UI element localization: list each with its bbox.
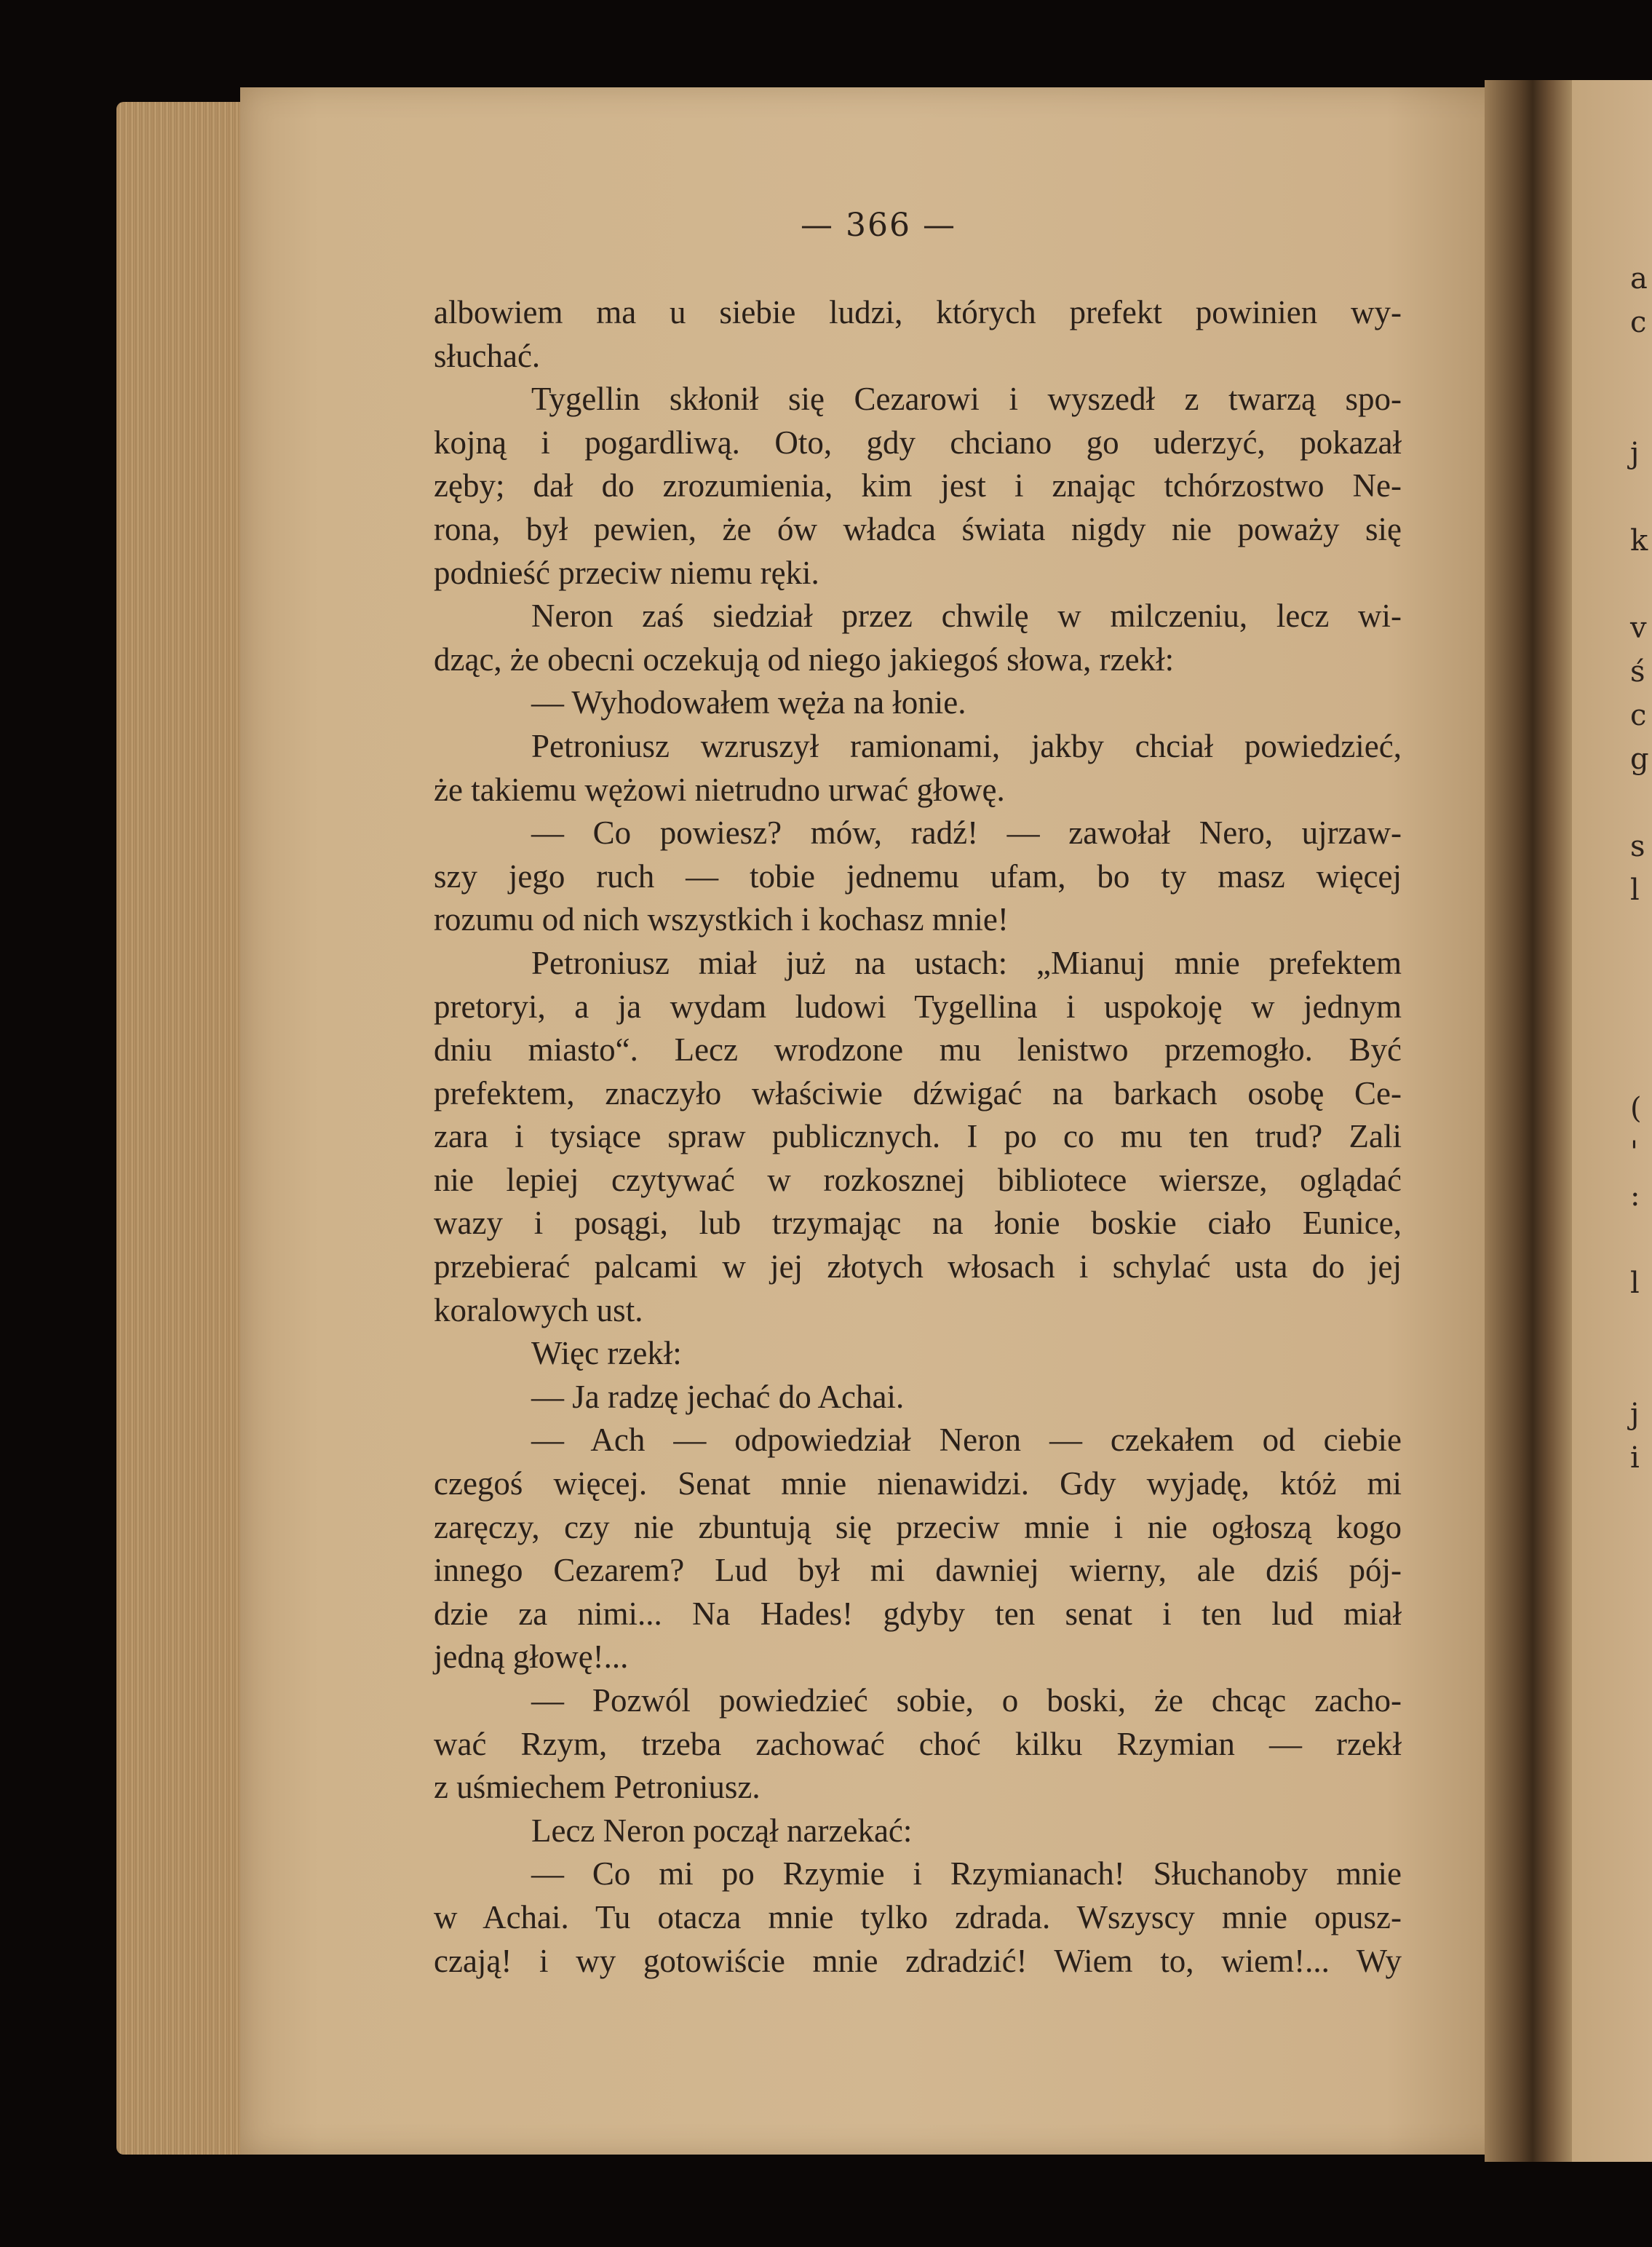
text-line: zaręczy, czy nie zbuntują się przeciw mnie i nie ogłoszą kogo — [434, 1508, 1402, 1545]
text-line: Lecz Neron począł narzekać: — [531, 1812, 913, 1849]
text-line: albowiem ma u siebie ludzi, których prefekt powinien wy- — [434, 294, 1402, 330]
text-line: szy jego ruch — tobie jednemu ufam, bo ty masz więcej — [434, 857, 1402, 895]
text-line: że takiemu wężowi nietrudno urwać głowę. — [434, 771, 1005, 808]
facing-page-fragment: ś — [1630, 655, 1645, 689]
text-line: rozumu od nich wszystkich i kochasz mnie! — [434, 901, 1009, 938]
text-line: prefektem, znaczyło właściwie dźwigać na barkach osobę Ce- — [434, 1074, 1402, 1111]
text-line: Petroniusz miał już na ustach: „Mianuj mnie prefektem — [531, 944, 1402, 981]
text-line: — Ja radzę jechać do Achai. — [531, 1378, 905, 1415]
text-line: zęby; dał do zrozumienia, kim jest i znając tchórzostwo Ne- — [434, 467, 1402, 504]
facing-page-fragment: l — [1630, 1267, 1640, 1300]
facing-page-fragment: v — [1630, 611, 1647, 645]
text-line: jedną głowę!... — [434, 1638, 629, 1676]
facing-page-fragment: ' — [1630, 1136, 1638, 1169]
text-line: nie lepiej czytywać w rozkosznej bibliotece wiersze, oglądać — [434, 1161, 1402, 1198]
text-line: przebierać palcami w jej złotych włosach i schylać usta do jej — [434, 1248, 1402, 1285]
text-line: pretoryi, a ja wydam ludowi Tygellina i uspokoję w jednym — [434, 988, 1402, 1025]
facing-page-fragment: k — [1630, 524, 1648, 558]
book-gutter — [1485, 80, 1572, 2162]
facing-page-fragment: a — [1630, 262, 1648, 296]
text-line: koralowych ust. — [434, 1291, 643, 1328]
facing-page-fragment: s — [1630, 830, 1645, 863]
text-line: — Co powiesz? mów, radź! — zawołał Nero, ujrzaw- — [531, 815, 1402, 852]
text-line: Petroniusz wzruszył ramionami, jakby chciał powiedzieć, — [531, 727, 1402, 764]
facing-page-fragment: c — [1630, 699, 1647, 732]
text-line: zara i tysiące spraw publicznych. I po co mu ten trud? Zali — [434, 1118, 1402, 1155]
text-line: — Pozwól powiedzieć sobie, o boski, że chcąc zacho- — [531, 1682, 1402, 1719]
text-line: wazy i posągi, lub trzymając na łonie boskie ciało Eunice, — [434, 1205, 1402, 1242]
text-line: w Achai. Tu otacza mnie tylko zdrada. Wszyscy mnie opusz- — [434, 1898, 1402, 1935]
facing-page-fragment: j — [1630, 437, 1640, 470]
text-line: Neron zaś siedział przez chwilę w milczeniu, lecz wi- — [531, 598, 1402, 635]
facing-page-fragment: c — [1630, 306, 1647, 339]
facing-page-fragment: j — [1630, 1398, 1640, 1431]
page-text — [434, 291, 1402, 1983]
text-line: — Ach — odpowiedział Neron — czekałem od ciebie — [531, 1422, 1402, 1459]
text-line: — Co mi po Rzymie i Rzymianach! Słuchanoby mnie — [531, 1855, 1402, 1893]
facing-page-fragment: : — [1630, 1179, 1640, 1213]
text-line: czają! i wy gotowiście mnie zdradzić! Wiem to, wiem!... Wy — [434, 1942, 1402, 1979]
facing-page-fragment: g — [1630, 742, 1649, 776]
text-line: kojną i pogardliwą. Oto, gdy chciano go uderzyć, pokazał — [434, 424, 1402, 461]
text-line: wać Rzym, trzeba zachować choć kilku Rzymian — rzekł — [434, 1725, 1402, 1762]
facing-page-fragment: l — [1630, 873, 1640, 907]
text-line: — Wyhodowałem węża na łonie. — [531, 684, 966, 721]
text-line: innego Cezarem? Lud był mi dawniej wierny, ale dziś pój- — [434, 1552, 1402, 1589]
text-line: dząc, że obecni oczekują od niego jakiegoś słowa, rzekł: — [434, 641, 1175, 678]
facing-page-fragment: i — [1630, 1441, 1640, 1475]
text-line: dniu miasto“. Lecz wrodzone mu lenistwo przemogło. Być — [434, 1031, 1402, 1069]
facing-page-fragment: ( — [1630, 1092, 1642, 1125]
text-line: dzie za nimi... Na Hades! gdyby ten senat i ten lud miał — [434, 1595, 1402, 1632]
text-line: Tygellin skłonił się Cezarowi i wyszedł z twarzą spo- — [531, 381, 1402, 418]
page-number: — 366 — — [801, 207, 956, 244]
text-line: słuchać. — [434, 337, 541, 374]
text-line: podnieść przeciw niemu ręki. — [434, 554, 819, 591]
text-line: czegoś więcej. Senat mnie nienawidzi. Gdy wyjadę, któż mi — [434, 1465, 1402, 1502]
text-line: Więc rzekł: — [531, 1335, 682, 1372]
text-line: rona, był pewien, że ów władca świata nigdy nie poważy się — [434, 510, 1402, 547]
text-line: z uśmiechem Petroniusz. — [434, 1769, 761, 1806]
